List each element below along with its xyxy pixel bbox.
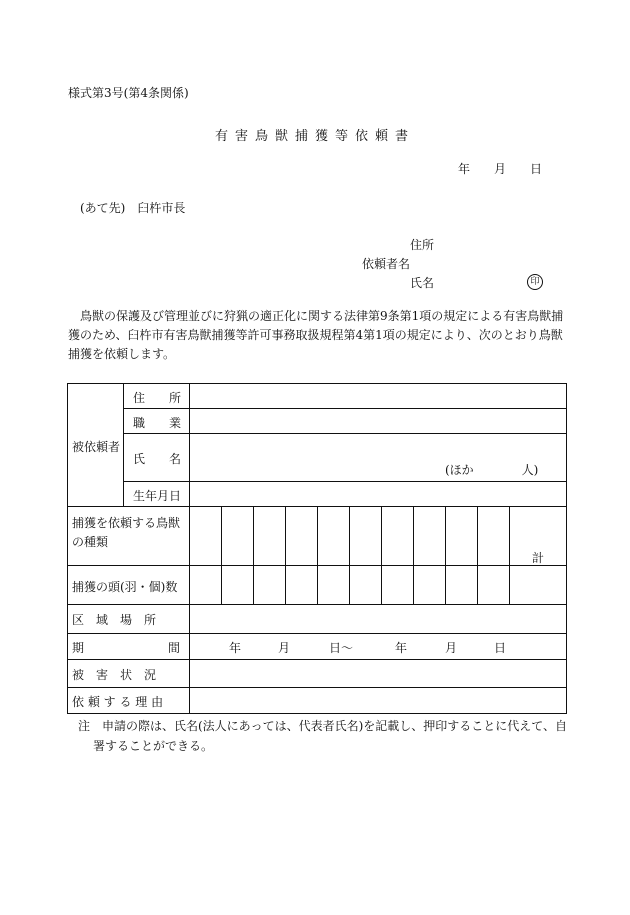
occupation-label: 職 業 xyxy=(133,416,182,430)
addressee-prefix: (あて先) xyxy=(80,201,126,215)
area-label: 区 域 場 所 xyxy=(72,613,157,627)
request-statement: 鳥獣の保護及び管理並びに狩猟の適正化に関する法律第9条第1項の規定による有害鳥獣捕獲のため、臼杵市有害鳥獣捕獲等許可事務取扱規程第4第1項の規定により、次のとおり鳥獣捕獲を依頼します。 xyxy=(68,309,564,361)
period-start-day: 日〜 xyxy=(329,641,354,655)
period-start-year: 年 xyxy=(229,641,242,655)
reason-field[interactable] xyxy=(190,688,566,713)
reason-label: 依 頼 す る 理 由 xyxy=(72,695,164,709)
form-number: 様式第3号(第4条関係) xyxy=(68,86,189,100)
others-count-label: (ほか 人) xyxy=(445,463,539,477)
damage-field[interactable] xyxy=(190,660,566,687)
birthdate-label: 生年月日 xyxy=(133,489,182,503)
total-label: 計 xyxy=(532,551,545,565)
document-title: 有害鳥獣捕獲等依頼書 xyxy=(214,129,415,144)
period-label: 期 間 xyxy=(72,641,181,655)
address-label: 住 所 xyxy=(133,391,182,405)
footnote-line-1: 注 申請の際は、氏名(法人にあっては、代表者氏名)を記載し、押印することに代えて、自 xyxy=(78,719,568,733)
damage-label: 被 害 状 況 xyxy=(72,668,157,682)
name-label: 氏 名 xyxy=(133,452,182,466)
birthdate-field[interactable] xyxy=(190,482,566,506)
date-year-label: 年 xyxy=(458,162,471,176)
seal-mark: 印 xyxy=(527,274,543,290)
occupation-field[interactable] xyxy=(190,409,566,433)
addressee-name: 臼杵市長 xyxy=(137,201,186,215)
period-end-year: 年 xyxy=(395,641,408,655)
requester-group-label: 依頼者名 xyxy=(362,257,411,271)
footnote-line-2: 署することができる。 xyxy=(93,739,214,753)
request-table xyxy=(67,383,567,714)
requester-name-label: 氏名 xyxy=(410,276,435,290)
period-end-day: 日 xyxy=(494,641,507,655)
area-field[interactable] xyxy=(190,605,566,633)
date-month-label: 月 xyxy=(494,162,507,176)
requested-party-label: 被依頼者 xyxy=(72,440,121,454)
address-field[interactable] xyxy=(190,384,566,408)
species-label: 捕獲を依頼する鳥獣の種類 xyxy=(72,516,181,549)
period-end-month: 月 xyxy=(445,641,458,655)
date-day-label: 日 xyxy=(530,162,543,176)
period-start-month: 月 xyxy=(278,641,291,655)
addressee xyxy=(80,199,185,216)
count-label: 捕獲の頭(羽・個)数 xyxy=(72,580,178,594)
footnote xyxy=(78,716,568,756)
requester-address-label: 住所 xyxy=(410,238,435,252)
